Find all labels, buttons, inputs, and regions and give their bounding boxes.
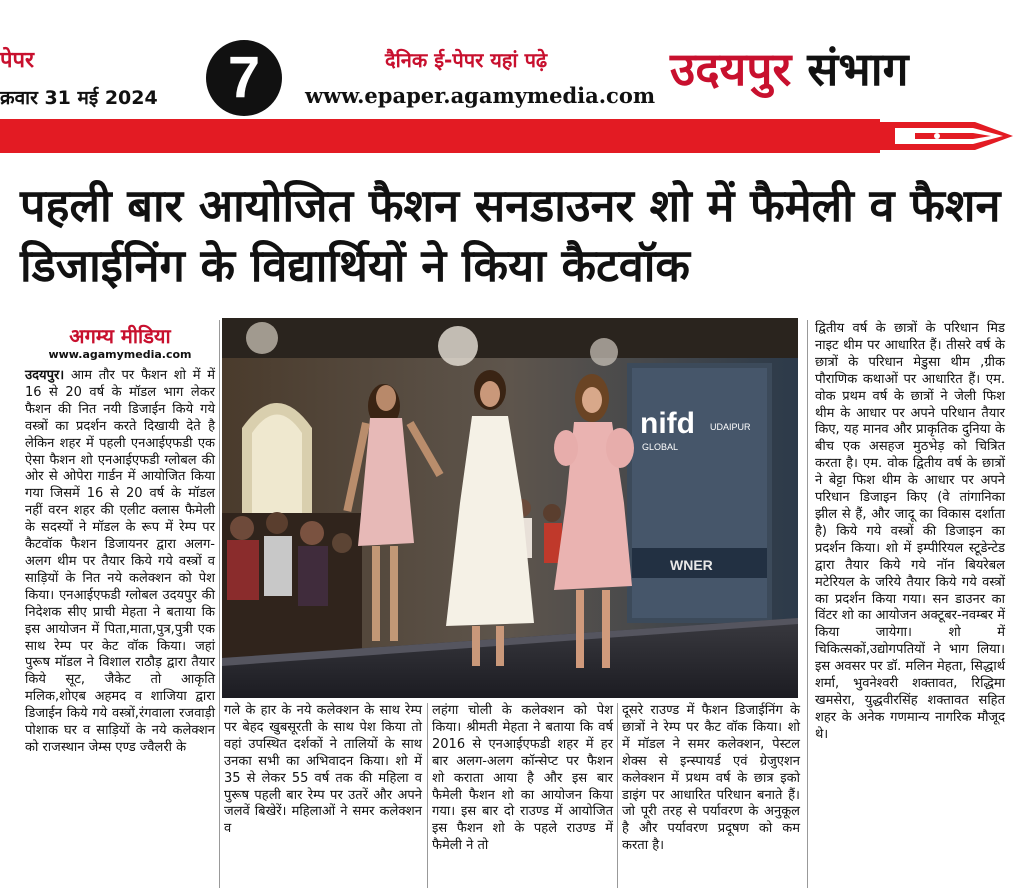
article-column-2: गले के हार के नये कलेक्शन के साथ रेम्प पर बेहद खुबसूरती के साथ पेश किया तो वहां उपस्थित दर्शकों ने तालियों के साथ उनका सभी का अभिवादन किया। शो में 35 से लेकर 55 वर्ष तक की महिला व पुरूष पहली बार रेम्प पर उतरें और अपने जलवें बिखेरें। महिलाओं ने समर कलेक्शन व [224, 703, 422, 837]
page-number-badge: 7 [206, 40, 282, 116]
article-headline: पहली बार आयोजित फैशन सनडाउनर शो में फैमेली व फैशन डिजाईनिंग के विद्यार्थियों ने किया कैटवॉक [20, 179, 1001, 292]
epaper-note: दैनिक ई-पेपर यहां पढ़े [385, 48, 548, 72]
epaper-url-link[interactable]: www.epaper.agamymedia.com [305, 83, 656, 108]
dateline: उदयपुर। [25, 368, 65, 383]
article-column-5: द्वितीय वर्ष के छात्रों के परिधान मिड नाइट थीम पर आधारित हैं। तीसरे वर्ष के छात्रों के परिधान मेडुसा थीम ,ग्रीक पौराणिक कथाओं पर आधारित हैं। एम. वोक प्रथम वर्ष के छात्रों ने जेली फिश थीम के आधार पर अपने परिधान तैयार किए, यह मानव और प्राकृतिक दुनिया के बीच एक असहज मुठभेड़ को चित्रित करता है। एम. वोक द्वितीय वर्ष के छात्रों ने बेट्टा फिश थीम के आधार पर अपने परिधान डिजाइन किए (वे तांगानिका झील से हैं, और जादू का विकास दर्शाता है) किये गये वस्त्रों की डिजाइन का प्रदर्शन किया। शो में इम्पीरियल स्टूडेन्टेड द्वारा तैयार किये गये नॉन बियरेबल मटेरियल के जरिये तैयार किये गये वस्त्रों का प्रदर्शन किया गया। सन डाउनर का विंटर शो का आयोजन अक्टूबर-नवम्बर में किया जायेगा। शो में चिकित्सकों,उद्योगपतियों ने भाग लिया। इस अवसर पर डॉ. मलिन मेहता, सिद्धार्थ शर्मा, भुवनेश्वरी शक्तावत, रिद्धिमा खमसेरा, युद्धवीरसिंह शक्तावत सहित शहर के अनेक गणमान्य नागरिक मौजूद थे। [815, 321, 1005, 742]
issue-date: क्रवार 31 मई 2024 [0, 87, 158, 109]
section-title-city: उदयपुर [670, 42, 792, 96]
section-title-region: संभाग [807, 42, 909, 96]
backdrop-logo-sub: GLOBAL [642, 442, 679, 452]
masthead-left-fragment: पेपर [0, 48, 34, 73]
column-rule-4 [807, 320, 808, 888]
column-rule-1 [219, 320, 220, 888]
backdrop-city: UDAIPUR [710, 422, 751, 432]
masthead-red-bar [0, 119, 880, 153]
column-rule-2 [427, 703, 428, 888]
column-rule-3 [617, 703, 618, 888]
source-logo-name: अगम्य मीडिया [69, 324, 171, 348]
source-logo-url: www.agamymedia.com [48, 348, 192, 361]
article-column-3: लहंगा चोली के कलेक्शन को पेश किया। श्रीमती मेहता ने बताया कि वर्ष 2016 से एनआईएफडी शहर में हर बार अलग-अलग कॉन्सेप्ट पर फैशन शो कराता आया है और इस बार फैमेली फैशन शो का आयोजन किया गया। इस बार दो राउण्ड में आयोजित इस फैशन शो के पहले राउण्ड में फैमेली ने तो [432, 703, 613, 854]
article-column-1 [25, 368, 215, 757]
fashion-show-photo [222, 318, 798, 698]
pen-nib-icon [875, 116, 1015, 156]
article-column-4: दूसरे राउण्ड में फैशन डिजाईनिंग के छात्रों ने रेम्प पर कैट वॉक किया। शो में मॉडल ने समर कलेक्शन, पेस्टल शेक्स से इन्स्पायर्ड एवं ग्रेजुएशन कलेक्शन में प्रथम वर्ष के छात्र इको डाइंग पर आधारित परिधान बनाते हैं। जो पूरी तरह से पर्यावरण के अनुकूल है और पर्यावरण प्रदूषण को कम करता है। [622, 703, 800, 854]
article-column-1-text: आम तौर पर फैशन शो में में 16 से 20 वर्ष के मॉडल भाग लेकर फैशन की नित नयी डिजाईन किये गये वस्त्रों का प्रदर्शन करते दिखायी देते है लेकिन शहर में पहली एनआईएफडी एक ऐसा फैशन शो एनआईएफडी ग्लोबल की ओर से ओपेरा गार्डन में आयोजित किया गया जिसमें 16 से 20 वर्ष के मॉडल नहीं वरन शहर की एलीट क्लास फैमेली के सदस्यों ने मॉडल के रूप में रेम्प पर कैटवॉक फैशन डिजायनर द्वारा अलग-अलग थीम पर तैयार किये गये वस्त्रों व साड़ियों के नित नये कलेक्शन को पेश किया। एनआईएफडी ग्लोबल उदयपुर की निदेशक सीए प्राची मेहता ने बताया कि इस आयोजन में पिता,माता,पुत्र,पुत्री एक साथ रेम्प पर केट वॉक किया। जहां पुरूष मॉडल ने विशाल राठौड़ द्वारा तैयार किये सूट, जैकेट तो आकृति मलिक,शोएब अहमद व शाजिया द्वारा डिजाईन किये गये वस्त्रों,रंगवाला रजवाड़ी पोशाक घर व साड़ियों के नये कलेक्शन को राजस्थान जेम्स एण्ड ज्वैलरी के [25, 368, 215, 755]
backdrop-logo: nifd [640, 407, 695, 440]
section-title [670, 44, 909, 95]
source-logo [30, 324, 210, 361]
backdrop-banner-text: WNER [670, 557, 713, 573]
